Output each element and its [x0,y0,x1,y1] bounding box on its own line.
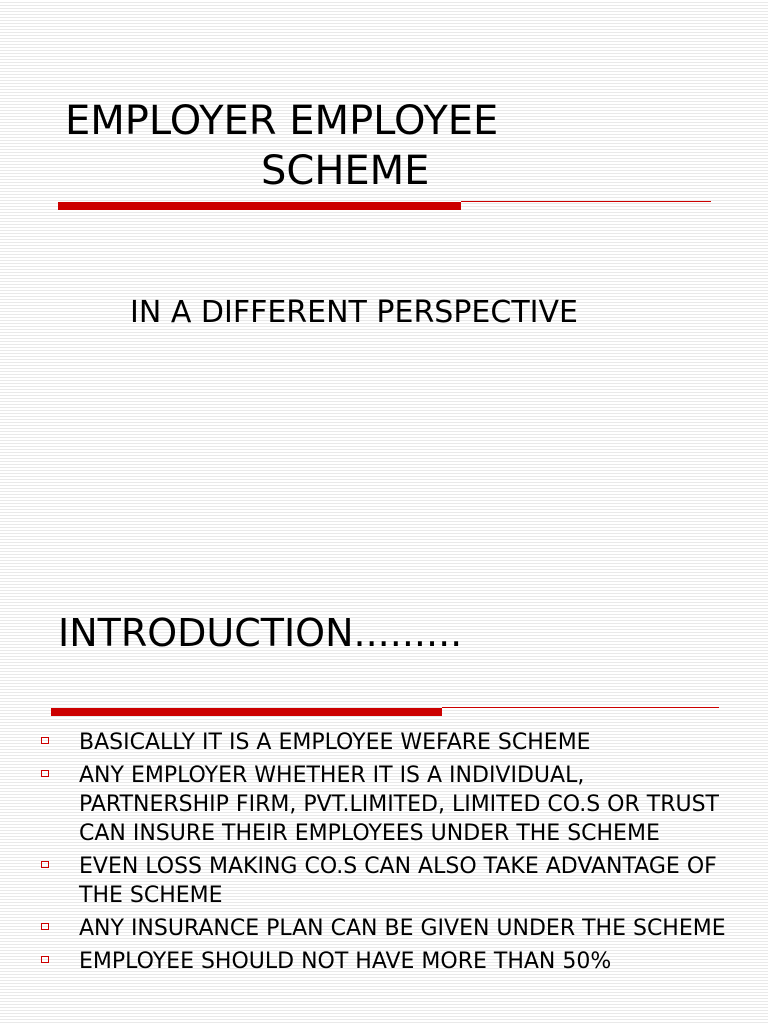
square-bullet-icon [41,923,49,930]
title-rule-thick [58,202,461,210]
bullet-item [36,728,736,757]
intro-rule-thin [442,707,719,708]
square-bullet-icon [41,737,49,744]
intro-rule-thick [51,708,442,716]
bullet-text: ANY INSURANCE PLAN CAN BE GIVEN UNDER THE SCHEME [79,916,726,941]
slide-title-line-2: SCHEME [261,148,430,194]
bullet-text: EMPLOYEE SHOULD NOT HAVE MORE THAN 50% [79,949,612,974]
introduction-slide [0,560,768,1024]
slide-title-line-1: EMPLOYER EMPLOYEE [65,98,499,144]
bullet-text: EVEN LOSS MAKING CO.S CAN ALSO TAKE ADVANTAGE OF THE SCHEME [79,854,717,908]
slide-subtitle: IN A DIFFERENT PERSPECTIVE [130,295,578,330]
title-rule-thin [461,201,711,202]
bullet-item [36,914,736,943]
square-bullet-icon [41,770,49,777]
square-bullet-icon [41,956,49,963]
bullet-list [36,728,736,980]
bullet-item [36,947,736,976]
bullet-text: BASICALLY IT IS A EMPLOYEE WEFARE SCHEME [79,730,591,755]
introduction-title: INTRODUCTION......... [58,611,463,655]
bullet-item [36,761,736,848]
square-bullet-icon [41,861,49,868]
bullet-text: ANY EMPLOYER WHETHER IT IS A INDIVIDUAL, PARTNERSHIP FIRM, PVT.LIMITED, LIMITED CO.S OR TRUST CAN INSURE THEIR EMPLOYEES UNDER THE SCHEME [79,763,719,846]
bullet-item [36,852,736,910]
